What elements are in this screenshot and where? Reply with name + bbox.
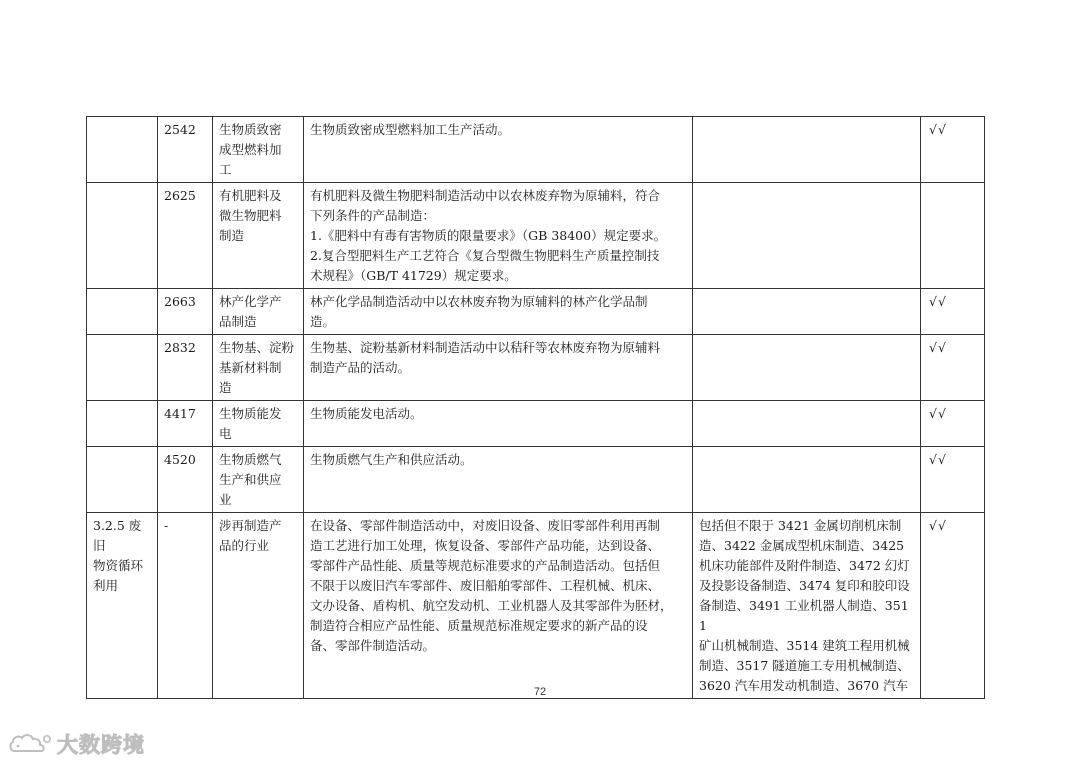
description-line: 1.《肥料中有毒有害物质的限量要求》（GB 38400）规定要求。 <box>310 228 667 243</box>
description-line: 有机肥料及微生物肥料制造活动中以农林废弃物为原辅料，符合 <box>310 188 661 203</box>
watermark-text: 大数跨境 <box>57 733 145 757</box>
table-row <box>87 513 985 699</box>
category-line: 利用 <box>93 578 119 593</box>
industry-name-line: 基新材料制 <box>219 360 282 375</box>
industry-name-line: 工 <box>219 162 232 177</box>
industry-name-line: 品制造 <box>219 314 257 329</box>
description-line: 造。 <box>310 314 336 329</box>
industry-name-line: 生物质致密 <box>219 122 282 137</box>
check-mark-cell: √√ <box>921 289 985 335</box>
page-number: 72 <box>533 686 547 698</box>
category-cell <box>87 447 158 513</box>
check-mark-cell: √√ <box>921 401 985 447</box>
description-cell <box>304 289 693 335</box>
description-line: 2.复合型肥料生产工艺符合《复合型微生物肥料生产质量控制技 <box>310 248 660 263</box>
description-line: 造工艺进行加工处理，恢复设备、零部件产品功能，达到设备、 <box>310 538 661 553</box>
industry-name-line: 生物质燃气 <box>219 452 282 467</box>
category-cell <box>87 401 158 447</box>
industry-name-line: 成型燃料加 <box>219 142 282 157</box>
description-cell <box>304 335 693 401</box>
check-mark-cell: √√ <box>921 447 985 513</box>
description-line: 下列条件的产品制造： <box>310 208 436 223</box>
remark-cell <box>693 289 921 335</box>
industry-name-line: 微生物肥料 <box>219 208 282 223</box>
remark-cell <box>693 401 921 447</box>
remark-line: 及投影设备制造、3474 复印和胶印设 <box>699 578 910 593</box>
industry-name-cell <box>213 513 304 699</box>
remark-cell <box>693 335 921 401</box>
table-row <box>87 289 985 335</box>
description-cell <box>304 447 693 513</box>
industry-name-line: 林产化学产 <box>219 294 282 309</box>
table-row <box>87 401 985 447</box>
industry-name-cell <box>213 289 304 335</box>
watermark <box>8 730 145 758</box>
description-line: 零部件产品性能、质量等规范标准要求的产品制造活动。包括但 <box>310 558 661 573</box>
description-line: 制造产品的活动。 <box>310 360 411 375</box>
industry-name-line: 品的行业 <box>219 538 270 553</box>
remark-cell <box>693 447 921 513</box>
category-cell <box>87 183 158 289</box>
industry-name-cell <box>213 447 304 513</box>
table-row <box>87 335 985 401</box>
description-line: 术规程》（GB/T 41729）规定要求。 <box>310 268 517 283</box>
check-mark-cell: √√ <box>921 513 985 699</box>
industry-name-cell <box>213 335 304 401</box>
code-cell: 4520 <box>158 447 213 513</box>
table-body <box>87 117 985 699</box>
code-cell: 2663 <box>158 289 213 335</box>
check-mark-cell: √√ <box>921 335 985 401</box>
description-line: 生物质能发电活动。 <box>310 406 423 421</box>
description-line: 文办设备、盾构机、航空发动机、工业机器人及其零部件为胚材， <box>310 598 673 613</box>
remark-line: 矿山机械制造、3514 建筑工程用机械 <box>699 638 910 653</box>
category-cell <box>87 513 158 699</box>
description-cell <box>304 117 693 183</box>
remark-line: 备制造、3491 工业机器人制造、3511 <box>699 598 909 633</box>
description-line: 备、零部件制造活动。 <box>310 638 436 653</box>
industry-name-line: 制造 <box>219 228 245 243</box>
industry-name-line: 业 <box>219 492 232 507</box>
industry-name-cell <box>213 183 304 289</box>
industry-name-line: 涉再制造产 <box>219 518 282 533</box>
category-cell <box>87 289 158 335</box>
remark-line: 包括但不限于 3421 金属切削机床制 <box>699 518 902 533</box>
category-cell <box>87 335 158 401</box>
description-line: 生物基、淀粉基新材料制造活动中以秸秆等农林废弃物为原辅料 <box>310 340 661 355</box>
industry-name-line: 有机肥料及 <box>219 188 282 203</box>
remark-cell <box>693 513 921 699</box>
code-cell: 2625 <box>158 183 213 289</box>
industry-name-line: 生产和供应 <box>219 472 282 487</box>
remark-cell <box>693 117 921 183</box>
description-line: 生物质致密成型燃料加工生产活动。 <box>310 122 511 137</box>
industry-name-line: 生物质能发 <box>219 406 282 421</box>
remark-line: 制造、3517 隧道施工专用机械制造、 <box>699 658 910 673</box>
check-mark-cell: √√ <box>921 117 985 183</box>
description-line: 制造符合相应产品性能、质量规范标准规定要求的新产品的设 <box>310 618 648 633</box>
industry-name-cell <box>213 401 304 447</box>
code-cell: 2542 <box>158 117 213 183</box>
industry-name-line: 电 <box>219 426 232 441</box>
description-cell <box>304 183 693 289</box>
description-cell <box>304 513 693 699</box>
description-line: 在设备、零部件制造活动中，对废旧设备、废旧零部件利用再制 <box>310 518 661 533</box>
description-cell <box>304 401 693 447</box>
description-line: 林产化学品制造活动中以农林废弃物为原辅料的林产化学品制 <box>310 294 648 309</box>
remark-line: 造、3422 金属成型机床制造、3425 <box>699 538 905 553</box>
remark-line: 3620 汽车用发动机制造、3670 汽车 <box>699 678 909 693</box>
code-cell: 2832 <box>158 335 213 401</box>
classification-table <box>86 116 985 699</box>
table-row <box>87 183 985 289</box>
category-line: 物资循环 <box>93 558 144 573</box>
remark-cell <box>693 183 921 289</box>
cloud-logo-icon <box>8 731 54 757</box>
check-mark-cell <box>921 183 985 289</box>
code-cell: - <box>158 513 213 699</box>
category-line: 3.2.5 废旧 <box>93 518 142 553</box>
description-line: 不限于以废旧汽车零部件、废旧船舶零部件、工程机械、机床、 <box>310 578 661 593</box>
code-cell: 4417 <box>158 401 213 447</box>
description-line: 生物质燃气生产和供应活动。 <box>310 452 473 467</box>
category-cell <box>87 117 158 183</box>
table-row <box>87 117 985 183</box>
industry-name-line: 造 <box>219 380 232 395</box>
industry-name-cell <box>213 117 304 183</box>
table-row <box>87 447 985 513</box>
industry-name-line: 生物基、淀粉 <box>219 340 295 355</box>
remark-line: 机床功能部件及附件制造、3472 幻灯 <box>699 558 910 573</box>
